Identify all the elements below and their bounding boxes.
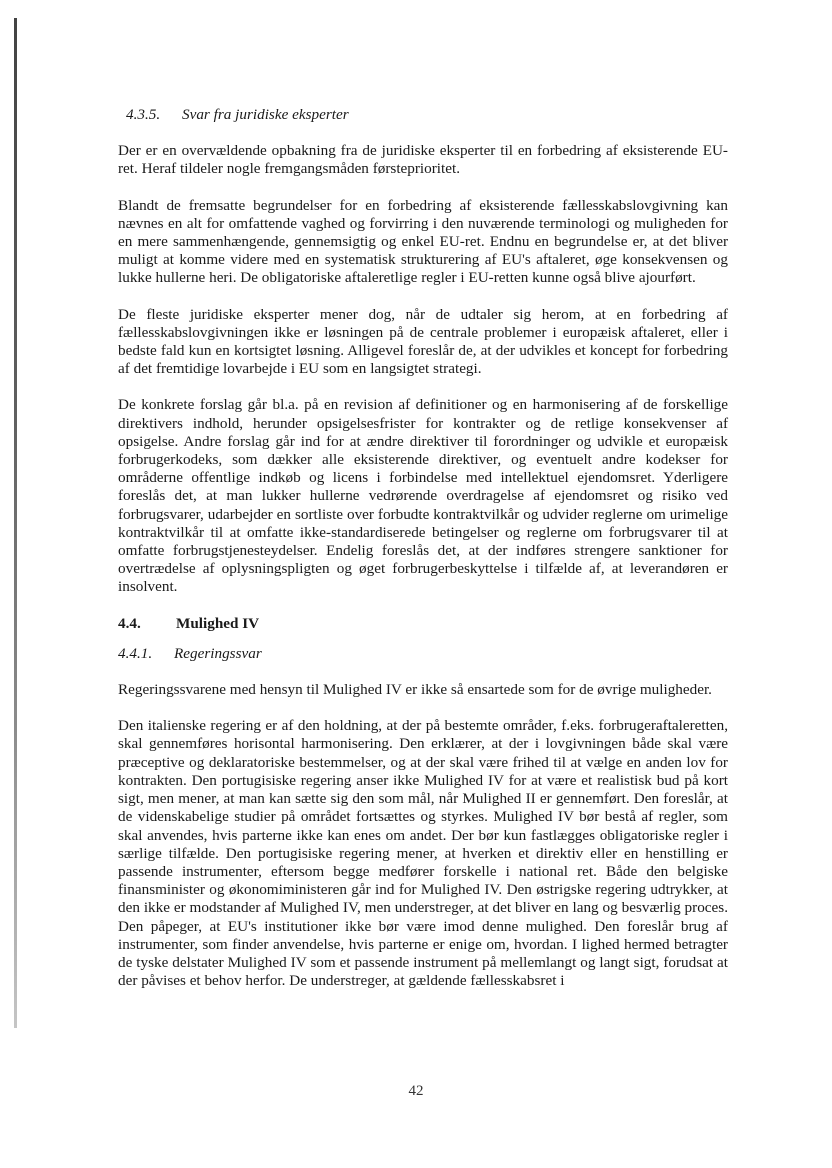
paragraph-4: De konkrete forslag går bl.a. på en revision af definitioner og en harmonisering af de forskellige direktivers indhold, herunder opsigelsesfrister for kontrakter og de retlige konsekvenser af opsigelse. Andre forslag går ind for at ændre direktiver til forordninger og udvikle et europæisk forbrugerkodeks, som dækker alle eksisterende direktiver, og eventuelt andre kodekser for områderne offentlige indkøb og licens i forbindelse med intellektuel ejendomsret. Yderligere foreslås det, at man lukker hullerne vedrørende overdragelse af ejendomsret og risiko ved forbrugsvarer, udarbejder en sortliste over forbudte kontraktvilkår og udvider reglerne om urimelige kontraktvilkår til at omfatte ikke-standardiserede betingelser og reglerne om forbrugsvarer til at omfatte forbrugstjenesteydelser. Endelig foreslås det, at der indføres strengere sanktioner for overtrædelse af oplysningspligten og øget forbrugerbeskyttelse i tilfælde af, at leverandøren er insolvent.: [118, 396, 728, 596]
section-heading-4-4-1: [118, 645, 728, 663]
page-number: 42: [408, 1083, 424, 1099]
scan-edge-line: [14, 18, 17, 1028]
section-title: Mulighed IV: [176, 614, 260, 632]
paragraph-6: Den italienske regering er af den holdning, at der på bestemte områder, f.eks. forbrugeraftaleretten, skal gennemføres horisontal harmonisering. Den erklærer, at der i lovgivningen både skal være præceptive og deklaratoriske bestemmelser, og at der skal være frihed til at vælge en anden lov for kontrakten. Den portugisiske regering anser ikke Mulighed IV for at være et realistisk bud på kort sigt, men mener, at man kan sætte sig den som mål, når Mulighed II er gennemført. Den foreslår, at de videnskabelige studier på området fortsættes og styrkes. Mulighed IV bør bestå af regler, som skal anvendes, hvis parterne ikke kan enes om andet. Der bør kun fastlægges obligatoriske regler i særlige tilfælde. Den portugisiske regering mener, at hverken et direktiv eller en henstilling er passende instrumenter, eftersom begge medfører forskelle i national ret. Både den belgiske finansminister og økonomiministeren går ind for Mulighed IV. Den østrigske regering udtrykker, at den ikke er modstander af Mulighed IV, men understreger, at det bliver en lang og besværlig proces. Den påpeger, at EU's institutioner ikke bør være imod denne mulighed. Den foreslår brug af instrumenter, som finder anvendelse, hvis parterne er enige om, hvordan. I lighed hermed betragter de tyske delstater Mulighed IV som et passende instrument på mellemlangt og langt sigt, forudsat at der påvises et behov herfor. De understreger, at gældende fællesskabsret i: [118, 717, 728, 990]
section-heading-4-3-5: [126, 106, 728, 124]
paragraph-2: Blandt de fremsatte begrundelser for en forbedring af eksisterende fællesskabslovgivning kan nævnes en alt for omfattende vaghed og forvirring i den nuværende terminologi og muligheden for en mere sammenhængende, gennemsigtig og enkel EU-ret. Endnu en begrundelse er, at det bliver muligt at komme videre med en systematisk strukturering af EU's aftaleret, øge konsekvensen og lukke hullerne heri. De obligatoriske aftaleretlige regler i EU-retten kunne også blive ajourført.: [118, 196, 728, 287]
section-title: Regeringssvar: [174, 644, 262, 662]
section-title: Svar fra juridiske eksperter: [182, 106, 349, 123]
paragraph-3: De fleste juridiske eksperter mener dog, når de udtaler sig herom, at en forbedring af fællesskabslovgivningen ikke er løsningen på de centrale problemer i europæisk aftaleret, eller i bedste fald kun en kortsigtet løsning. Alligevel foreslår de, at der udvikles et koncept for forbedring af det fremtidige lovarbejde i EU som en langsigtet strategi.: [118, 305, 728, 378]
section-number: 4.3.5.: [126, 106, 161, 123]
paragraph-1: Der er en overvældende opbakning fra de juridiske eksperter til en forbedring af eksisterende EU-ret. Heraf tildeler nogle fremgangsmåden førsteprioritet.: [118, 142, 728, 178]
section-number: 4.4.: [118, 614, 141, 632]
section-number: 4.4.1.: [118, 644, 153, 662]
document-page: [118, 106, 728, 1008]
paragraph-5: Regeringssvarene med hensyn til Mulighed IV er ikke så ensartede som for de øvrige muligheder.: [118, 681, 712, 699]
section-heading-4-4: [118, 615, 728, 633]
